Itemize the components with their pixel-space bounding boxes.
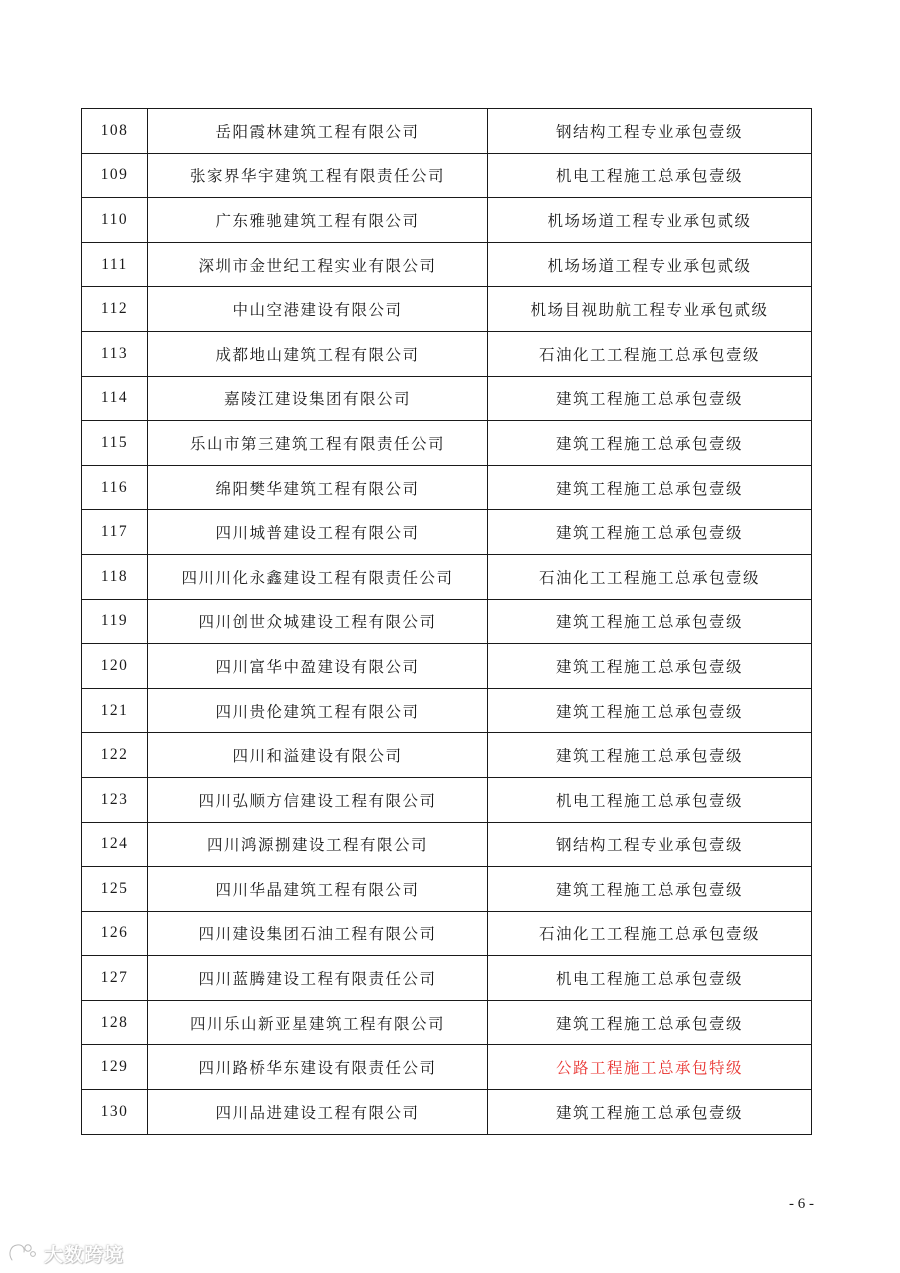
company-name-cell: 绵阳樊华建筑工程有限公司: [148, 465, 488, 510]
table-row: [82, 956, 812, 1001]
row-number-cell: 121: [82, 688, 148, 733]
row-number-cell: 120: [82, 644, 148, 689]
table-row: [82, 465, 812, 510]
row-number-cell: 128: [82, 1000, 148, 1045]
table-row: [82, 1000, 812, 1045]
table-body: [82, 109, 812, 1135]
row-number-cell: 113: [82, 331, 148, 376]
table-row: [82, 688, 812, 733]
table-row: [82, 421, 812, 466]
company-name-cell: 深圳市金世纪工程实业有限公司: [148, 242, 488, 287]
qualification-cell: 石油化工工程施工总承包壹级: [488, 331, 812, 376]
qualification-cell: 建筑工程施工总承包壹级: [488, 733, 812, 778]
table-row: [82, 109, 812, 154]
company-name-cell: 四川鸿源捌建设工程有限公司: [148, 822, 488, 867]
row-number-cell: 122: [82, 733, 148, 778]
qualification-cell: 钢结构工程专业承包壹级: [488, 822, 812, 867]
qualification-cell: 建筑工程施工总承包壹级: [488, 867, 812, 912]
qualification-cell: 机场场道工程专业承包贰级: [488, 242, 812, 287]
company-name-cell: 乐山市第三建筑工程有限责任公司: [148, 421, 488, 466]
table-row: [82, 331, 812, 376]
row-number-cell: 126: [82, 911, 148, 956]
row-number-cell: 127: [82, 956, 148, 1001]
table-row: [82, 554, 812, 599]
qualification-cell: 建筑工程施工总承包壹级: [488, 1090, 812, 1135]
qualification-cell: 机电工程施工总承包壹级: [488, 956, 812, 1001]
qualification-cell: 建筑工程施工总承包壹级: [488, 376, 812, 421]
table-row: [82, 510, 812, 555]
qualification-cell: 机电工程施工总承包壹级: [488, 777, 812, 822]
company-name-cell: 四川建设集团石油工程有限公司: [148, 911, 488, 956]
row-number-cell: 117: [82, 510, 148, 555]
row-number-cell: 129: [82, 1045, 148, 1090]
qualification-cell: 建筑工程施工总承包壹级: [488, 465, 812, 510]
table-row: [82, 376, 812, 421]
row-number-cell: 111: [82, 242, 148, 287]
qualification-table: [81, 108, 812, 1135]
qualification-cell: 建筑工程施工总承包壹级: [488, 421, 812, 466]
company-name-cell: 四川城普建设工程有限公司: [148, 510, 488, 555]
company-name-cell: 广东雅驰建筑工程有限公司: [148, 198, 488, 243]
company-name-cell: 四川贵伦建筑工程有限公司: [148, 688, 488, 733]
company-name-cell: 四川华晶建筑工程有限公司: [148, 867, 488, 912]
row-number-cell: 130: [82, 1090, 148, 1135]
qualification-cell: 机电工程施工总承包壹级: [488, 153, 812, 198]
row-number-cell: 118: [82, 554, 148, 599]
page-number: - 6 -: [789, 1196, 814, 1212]
qualification-cell: 石油化工工程施工总承包壹级: [488, 554, 812, 599]
table-row: [82, 822, 812, 867]
qualification-cell: 钢结构工程专业承包壹级: [488, 109, 812, 154]
watermark: [6, 1238, 124, 1268]
qualification-cell: 建筑工程施工总承包壹级: [488, 644, 812, 689]
table-row: [82, 198, 812, 243]
qualification-cell: 建筑工程施工总承包壹级: [488, 510, 812, 555]
row-number-cell: 115: [82, 421, 148, 466]
logo-icon: [6, 1240, 38, 1266]
company-name-cell: 张家界华宇建筑工程有限责任公司: [148, 153, 488, 198]
row-number-cell: 123: [82, 777, 148, 822]
row-number-cell: 125: [82, 867, 148, 912]
company-name-cell: 四川和溢建设有限公司: [148, 733, 488, 778]
table-row: [82, 733, 812, 778]
qualification-cell: 建筑工程施工总承包壹级: [488, 599, 812, 644]
table-row: [82, 867, 812, 912]
row-number-cell: 108: [82, 109, 148, 154]
company-name-cell: 四川路桥华东建设有限责任公司: [148, 1045, 488, 1090]
qualification-cell: 石油化工工程施工总承包壹级: [488, 911, 812, 956]
table-row: [82, 777, 812, 822]
table-row: [82, 1045, 812, 1090]
company-name-cell: 成都地山建筑工程有限公司: [148, 331, 488, 376]
company-name-cell: 嘉陵江建设集团有限公司: [148, 376, 488, 421]
table-row: [82, 153, 812, 198]
qualification-cell: 公路工程施工总承包特级: [488, 1045, 812, 1090]
row-number-cell: 114: [82, 376, 148, 421]
table-row: [82, 911, 812, 956]
table-row: [82, 599, 812, 644]
company-name-cell: 四川富华中盈建设有限公司: [148, 644, 488, 689]
company-name-cell: 四川弘顺方信建设工程有限公司: [148, 777, 488, 822]
row-number-cell: 112: [82, 287, 148, 332]
company-name-cell: 四川品进建设工程有限公司: [148, 1090, 488, 1135]
row-number-cell: 110: [82, 198, 148, 243]
row-number-cell: 109: [82, 153, 148, 198]
qualification-cell: 机场目视助航工程专业承包贰级: [488, 287, 812, 332]
row-number-cell: 119: [82, 599, 148, 644]
company-name-cell: 四川蓝腾建设工程有限责任公司: [148, 956, 488, 1001]
company-name-cell: 中山空港建设有限公司: [148, 287, 488, 332]
company-name-cell: 四川乐山新亚星建筑工程有限公司: [148, 1000, 488, 1045]
row-number-cell: 124: [82, 822, 148, 867]
qualification-cell: 建筑工程施工总承包壹级: [488, 688, 812, 733]
company-name-cell: 岳阳霞林建筑工程有限公司: [148, 109, 488, 154]
company-name-cell: 四川创世众城建设工程有限公司: [148, 599, 488, 644]
qualification-cell: 建筑工程施工总承包壹级: [488, 1000, 812, 1045]
table-row: [82, 242, 812, 287]
company-name-cell: 四川川化永鑫建设工程有限责任公司: [148, 554, 488, 599]
row-number-cell: 116: [82, 465, 148, 510]
qualification-cell: 机场场道工程专业承包贰级: [488, 198, 812, 243]
table-row: [82, 287, 812, 332]
table-row: [82, 644, 812, 689]
watermark-text: 大数跨境: [44, 1243, 125, 1266]
table-row: [82, 1090, 812, 1135]
